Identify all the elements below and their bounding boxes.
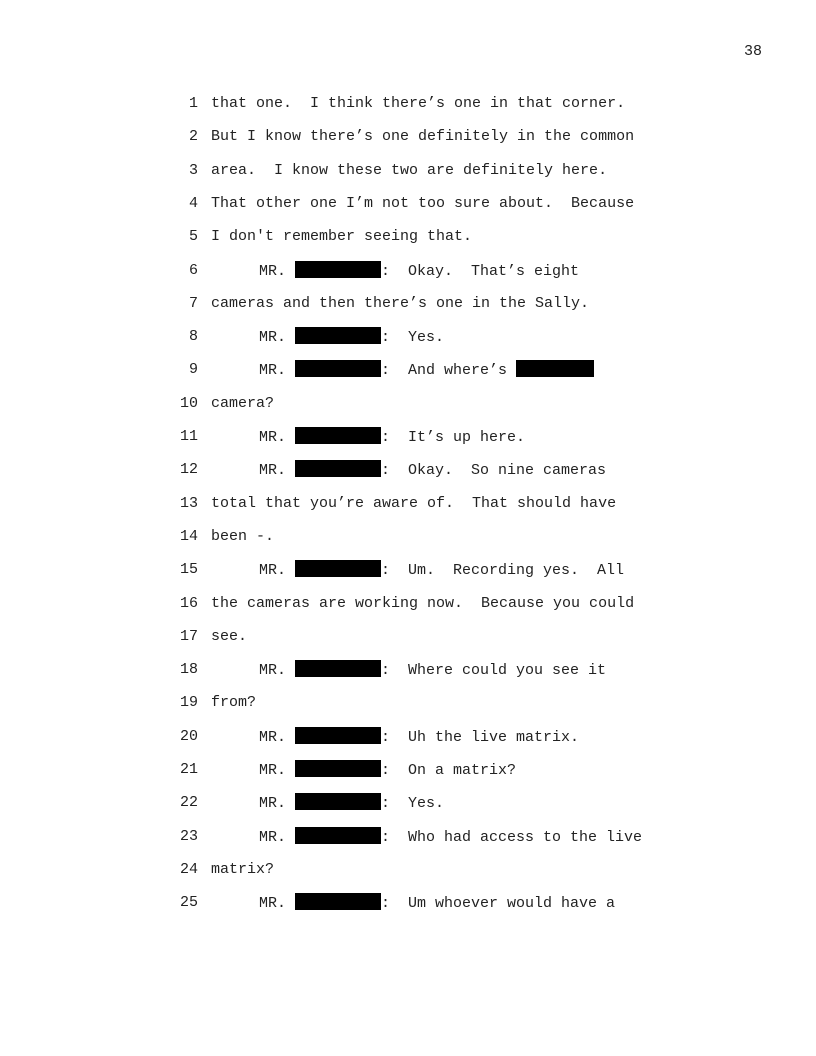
transcript-line bbox=[0, 594, 816, 614]
speech-text: : Yes. bbox=[381, 795, 445, 813]
line-text: area. I know these two are definitely here. bbox=[211, 161, 608, 179]
speaker-line-text bbox=[259, 261, 579, 282]
redacted-name bbox=[295, 460, 381, 477]
speaker-line-text bbox=[259, 893, 615, 914]
transcript-line bbox=[0, 527, 816, 547]
speaker-prefix: MR. bbox=[259, 429, 296, 446]
speaker-line-text bbox=[259, 360, 594, 381]
line-number: 3 bbox=[188, 161, 198, 179]
line-number: 13 bbox=[179, 494, 198, 512]
line-text: see. bbox=[211, 627, 248, 645]
line-number: 10 bbox=[179, 394, 198, 412]
redacted-name bbox=[295, 560, 381, 577]
speech-text: : And where’s bbox=[381, 362, 517, 380]
line-text: total that you’re aware of. That should have bbox=[211, 494, 617, 512]
line-text: the cameras are working now. Because you could bbox=[211, 594, 635, 612]
speech-text: : Um. Recording yes. All bbox=[381, 562, 625, 580]
speaker-line-text bbox=[259, 427, 525, 448]
line-number: 25 bbox=[179, 894, 198, 912]
redacted-name bbox=[295, 760, 381, 777]
transcript-line bbox=[0, 94, 816, 114]
line-number: 14 bbox=[179, 527, 198, 545]
redacted-name bbox=[295, 793, 381, 810]
speaker-line-text bbox=[259, 727, 579, 748]
speaker-prefix: MR. bbox=[259, 828, 296, 846]
speech-text: : Okay. That’s eight bbox=[381, 262, 580, 280]
speech-text: : Um whoever would have a bbox=[381, 895, 616, 913]
speaker-line-text bbox=[259, 660, 606, 681]
line-number: 22 bbox=[179, 794, 198, 812]
transcript-line bbox=[0, 327, 816, 347]
line-text: But I know there’s one definitely in the common bbox=[211, 128, 635, 146]
line-number: 1 bbox=[188, 95, 198, 112]
line-number: 6 bbox=[188, 261, 198, 279]
line-text: cameras and then there’s one in the Sally. bbox=[211, 294, 590, 312]
line-number: 19 bbox=[179, 694, 198, 712]
line-number: 8 bbox=[188, 328, 198, 346]
transcript-line bbox=[0, 460, 816, 480]
speaker-line-text bbox=[259, 460, 606, 481]
line-text: that one. I think there’s one in that corner. bbox=[211, 95, 626, 112]
transcript-line bbox=[0, 227, 816, 247]
speaker-prefix: MR. bbox=[259, 662, 296, 680]
transcript-line bbox=[0, 560, 816, 580]
transcript-line bbox=[0, 793, 816, 813]
line-number: 4 bbox=[188, 194, 198, 212]
transcript-line bbox=[0, 194, 816, 214]
speaker-line-text bbox=[259, 760, 516, 781]
speech-text: : Yes. bbox=[381, 329, 445, 347]
line-number: 15 bbox=[179, 561, 198, 579]
line-number: 20 bbox=[179, 727, 198, 745]
line-number: 2 bbox=[188, 128, 198, 146]
line-number: 24 bbox=[179, 860, 198, 878]
transcript-line bbox=[0, 893, 816, 913]
line-number: 17 bbox=[179, 627, 198, 645]
speaker-line-text bbox=[259, 793, 444, 814]
transcript-line bbox=[0, 161, 816, 181]
line-text: from? bbox=[211, 694, 257, 712]
transcript-line bbox=[0, 394, 816, 414]
redacted-name bbox=[295, 427, 381, 444]
speaker-prefix: MR. bbox=[259, 895, 296, 913]
redacted-text bbox=[516, 360, 594, 377]
transcript-line bbox=[0, 727, 816, 747]
transcript-line bbox=[0, 693, 816, 713]
speech-text: : Who had access to the live bbox=[381, 828, 643, 846]
speaker-line-text bbox=[259, 327, 444, 348]
speech-text: : On a matrix? bbox=[381, 762, 517, 779]
speaker-prefix: MR. bbox=[259, 262, 296, 280]
transcript-line bbox=[0, 827, 816, 847]
line-text: I don't remember seeing that. bbox=[211, 228, 473, 246]
line-number: 11 bbox=[179, 428, 198, 445]
redacted-name bbox=[295, 360, 381, 377]
line-text: camera? bbox=[211, 394, 275, 412]
transcript-line bbox=[0, 494, 816, 514]
speaker-prefix: MR. bbox=[259, 762, 296, 779]
transcript-line bbox=[0, 294, 816, 314]
speaker-line-text bbox=[259, 560, 624, 581]
redacted-name bbox=[295, 827, 381, 844]
line-number: 23 bbox=[179, 827, 198, 845]
speaker-prefix: MR. bbox=[259, 728, 296, 746]
transcript-line bbox=[0, 360, 816, 380]
line-number: 12 bbox=[179, 461, 198, 479]
line-text: been -. bbox=[211, 527, 275, 545]
speech-text: : Uh the live matrix. bbox=[381, 728, 580, 746]
transcript-line bbox=[0, 627, 816, 647]
line-number: 18 bbox=[179, 661, 198, 679]
line-text: That other one I’m not too sure about. Because bbox=[211, 194, 635, 212]
line-number: 21 bbox=[179, 761, 198, 778]
transcript-line bbox=[0, 860, 816, 880]
transcript-line bbox=[0, 127, 816, 147]
redacted-name bbox=[295, 727, 381, 744]
page-number: 38 bbox=[743, 43, 762, 60]
speaker-prefix: MR. bbox=[259, 362, 296, 380]
speaker-prefix: MR. bbox=[259, 795, 296, 813]
transcript-line bbox=[0, 427, 816, 447]
redacted-name bbox=[295, 893, 381, 910]
speaker-prefix: MR. bbox=[259, 329, 296, 347]
line-number: 7 bbox=[188, 294, 198, 312]
speaker-line-text bbox=[259, 827, 642, 848]
line-number: 5 bbox=[188, 228, 198, 246]
line-number: 9 bbox=[188, 361, 198, 379]
transcript-line bbox=[0, 261, 816, 281]
line-number: 16 bbox=[179, 594, 198, 612]
transcript-line bbox=[0, 660, 816, 680]
line-text: matrix? bbox=[211, 860, 275, 878]
speech-text: : It’s up here. bbox=[381, 429, 526, 446]
speaker-prefix: MR. bbox=[259, 562, 296, 580]
speaker-prefix: MR. bbox=[259, 462, 296, 480]
redacted-name bbox=[295, 327, 381, 344]
redacted-name bbox=[295, 660, 381, 677]
speech-text: : Okay. So nine cameras bbox=[381, 462, 607, 480]
speech-text: : Where could you see it bbox=[381, 662, 607, 680]
transcript-line bbox=[0, 760, 816, 780]
redacted-name bbox=[295, 261, 381, 278]
